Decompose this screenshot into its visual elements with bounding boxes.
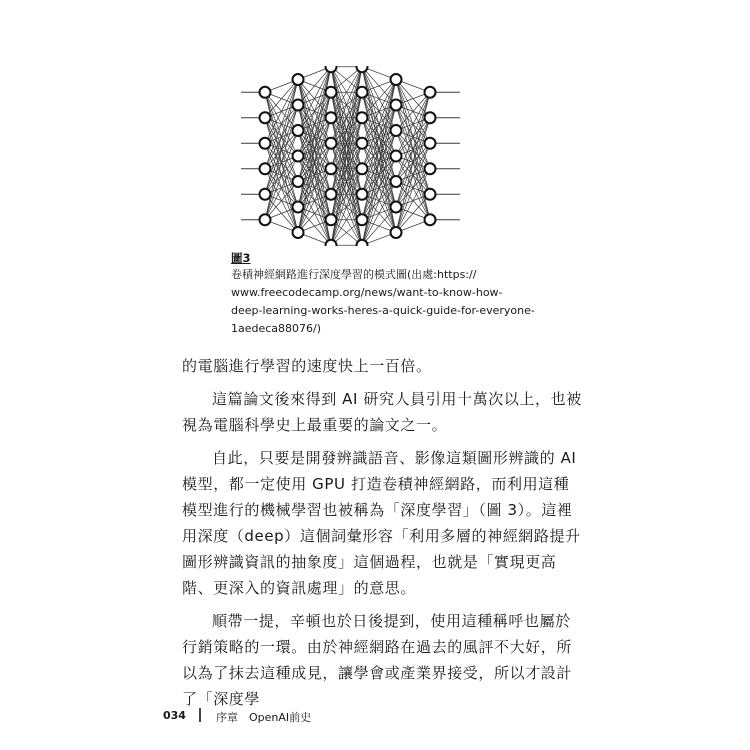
network-node (391, 227, 402, 238)
network-node (425, 214, 436, 225)
network-node (260, 138, 271, 149)
network-node (357, 240, 368, 246)
body-text (182, 353, 582, 712)
figure-caption-line-1: 卷積神經網路進行深度學習的模式圖(出處:https:// (231, 268, 477, 281)
figure-caption-line-3: deep-learning-works-heres-a-quick-guide-for-everyone- (231, 304, 535, 317)
network-edge (362, 80, 396, 195)
network-node (260, 112, 271, 123)
network-edge (298, 67, 331, 207)
paragraph-3: 自此，只要是開發辨識語音、影像這類圖形辨識的 AI 模型，都一定使用 GPU 打造卷積神經網路，而利用這種模型進行的機械學習也被稱為「深度學習」（圖 3）。這裡用深度（deep）這個詞彙形容「利用多層的神經網路提升圖形辨識資訊的抽象度」這個過程，也就是「實現更高階、更深入的資訊處理」的意思。 (182, 449, 581, 597)
network-node (326, 189, 337, 200)
network-node (425, 189, 436, 200)
network-node (357, 189, 368, 200)
neural-network-diagram (235, 66, 515, 246)
network-edge (265, 105, 298, 220)
network-node (357, 163, 368, 174)
network-node (293, 202, 304, 213)
network-node (326, 87, 337, 98)
network-node (425, 87, 436, 98)
network-node (326, 66, 337, 72)
network-edge (265, 80, 298, 195)
network-node (425, 163, 436, 174)
fold-mark (199, 708, 201, 722)
network-node (293, 227, 304, 238)
network-node (391, 125, 402, 136)
network-node (357, 66, 368, 72)
paragraph-1: 的電腦進行學習的速度快上一百倍。 (182, 357, 432, 375)
network-node (326, 214, 337, 225)
network-edge (362, 131, 396, 246)
network-node (260, 163, 271, 174)
network-node (357, 214, 368, 225)
network-node (260, 189, 271, 200)
network-node (293, 176, 304, 187)
network-node (425, 138, 436, 149)
network-edge (362, 80, 396, 220)
figure-caption-line-2: www.freecodecamp.org/news/want-to-know-how- (231, 286, 503, 299)
network-node (357, 87, 368, 98)
page-number: 034 (163, 709, 186, 722)
figure-number: 圖3 (231, 251, 251, 265)
footer-chapter-title: OpenAI前史 (249, 711, 312, 724)
network-node (357, 112, 368, 123)
network-node (326, 112, 337, 123)
network-node (326, 138, 337, 149)
network-node (293, 125, 304, 136)
network-edge (396, 118, 430, 233)
network-edge (298, 92, 331, 232)
paragraph-2: 這篇論文後來得到 AI 研究人員引用十萬次以上，也被視為電腦科學史上最重要的論文之一。 (182, 390, 582, 434)
network-node (326, 240, 337, 246)
network-node (425, 112, 436, 123)
network-node (391, 176, 402, 187)
network-edge (265, 80, 298, 220)
network-edge (298, 118, 331, 233)
network-node (293, 151, 304, 162)
network-node (391, 202, 402, 213)
paragraph-4: 順帶一提，辛頓也於日後提到，使用這種稱呼也屬於行銷策略的一環。由於神經網路在過去的風評不大好，所以為了抹去這種成見，讓學會或產業界接受，所以才設計了「深度學 (182, 612, 573, 708)
network-node (260, 214, 271, 225)
figure-caption-line-4: 1aedeca88076/) (231, 322, 322, 335)
network-edge (298, 67, 331, 182)
network-node (326, 163, 337, 174)
footer-section: 序章 (216, 711, 238, 724)
network-edge (396, 92, 430, 207)
network-node (293, 100, 304, 111)
network-node (293, 74, 304, 85)
network-edge (362, 105, 396, 245)
network-node (357, 138, 368, 149)
network-node (391, 100, 402, 111)
network-edge (396, 92, 430, 232)
network-node (391, 74, 402, 85)
network-node (260, 87, 271, 98)
network-node (391, 151, 402, 162)
